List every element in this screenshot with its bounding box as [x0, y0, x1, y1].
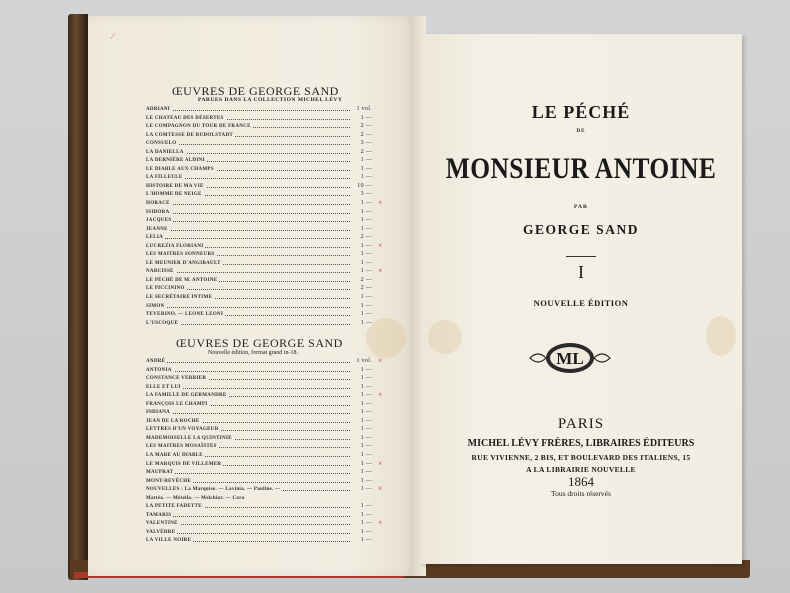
volume-count: 1 — — [360, 319, 372, 326]
work-title: LE PÉCHÉ DE M. ANTOINE — [146, 277, 218, 283]
work-title: MAUPRAT — [146, 470, 174, 476]
work-title: CONSTANCE VERRIER — [146, 376, 207, 382]
volume-count: 1 — — [360, 486, 372, 493]
volume-count: 10 — — [357, 182, 372, 189]
pencil-check-mark: × — [378, 390, 383, 400]
list-item — [146, 252, 376, 261]
work-title: TAMARIS — [146, 512, 172, 518]
list-item — [146, 538, 376, 547]
list-item — [146, 158, 376, 167]
work-title: LA MARE AU DIABLE — [146, 453, 203, 459]
author-name: GEORGE SAND — [523, 222, 639, 237]
publisher-logo — [528, 340, 612, 376]
leader-dots — [146, 230, 350, 231]
work-title: FRANÇOIS LE CHAMPI — [146, 401, 208, 407]
title-de: DE — [576, 129, 586, 134]
list-item — [146, 240, 383, 253]
list-item — [146, 453, 376, 462]
list-item — [146, 278, 376, 287]
volume-count: 1 — — [360, 400, 372, 407]
volume-count: 1 vol. — [356, 358, 372, 364]
title-rule — [566, 256, 596, 257]
volume-count: 1 — — [360, 452, 372, 459]
city: PARIS — [557, 416, 605, 432]
list-item — [146, 368, 376, 377]
leader-dots — [146, 371, 350, 372]
list-item — [146, 321, 376, 330]
volume-count: 1 — — [360, 302, 372, 309]
list-subheading-2: Nouvelle édition, format grand in-18. — [208, 350, 298, 356]
list-item — [146, 133, 376, 142]
work-title: MONT-REVÊCHE — [146, 478, 192, 484]
pencil-mark: ⁄ — [112, 32, 114, 41]
work-title: NARCISSE — [146, 269, 174, 275]
work-title: LA COMTESSE DE RUDOLSTADT — [146, 132, 234, 138]
volume-count: 1 — — [360, 208, 372, 215]
list-item — [146, 218, 376, 227]
work-title: LA VILLE NOIRE — [146, 538, 192, 544]
list-item — [146, 116, 376, 125]
volume-count: 1 — — [360, 174, 372, 181]
par-label: PAR — [574, 204, 588, 210]
publication-year: 1864 — [568, 474, 594, 489]
list-item — [146, 184, 376, 193]
list-item — [146, 261, 376, 270]
list-item — [146, 150, 376, 159]
foxing-spot — [706, 316, 736, 356]
work-title: JACQUES — [146, 218, 172, 224]
work-title: VALVÈDRE — [146, 529, 176, 535]
work-title: LA PETITE FADETTE — [146, 504, 202, 510]
foxing-spot — [428, 320, 462, 354]
work-title: LES MAITRES MOSAÏSTES — [146, 444, 217, 450]
leader-dots — [146, 413, 350, 414]
work-title: JEANNE — [146, 226, 168, 232]
work-title: LELIA — [146, 235, 164, 241]
list-item — [146, 304, 376, 313]
volume-count: 1 — — [360, 157, 372, 164]
library: A LA LIBRAIRIE NOUVELLE — [526, 465, 636, 474]
work-title: MADEMOISELLE LA QUINTINIE — [146, 435, 232, 441]
leader-dots — [146, 110, 350, 111]
work-title: LE MARQUIS DE VILLEMER — [146, 461, 222, 467]
volume-count: 3 — — [360, 191, 372, 198]
list-item — [146, 107, 376, 116]
work-title: ANTONIA — [146, 367, 172, 373]
volume-count: 1 — — [360, 537, 372, 544]
volume-count: 2 — — [360, 234, 372, 241]
works-list-2 — [146, 356, 383, 547]
list-item — [146, 198, 383, 210]
volume-count: 1 — — [360, 443, 372, 450]
leader-dots — [146, 362, 350, 363]
list-item — [146, 175, 376, 184]
leader-dots — [146, 272, 350, 273]
volume-count: 1 — — [360, 217, 372, 224]
edition-label: NOUVELLE ÉDITION — [533, 298, 629, 308]
leader-dots — [146, 213, 350, 214]
work-title: VALENTINE — [146, 521, 178, 527]
work-title: L'USCOQUE — [146, 320, 179, 326]
work-title: HORACE — [146, 201, 170, 207]
list-item — [146, 124, 376, 133]
work-title: LA DERNIÈRE ALDINI — [146, 158, 205, 164]
work-title: L'HOMME DE NEIGE — [146, 192, 202, 198]
volume-count: 1 — — [360, 268, 372, 275]
work-title: INDIANA — [146, 410, 171, 416]
volume-count: 1 — — [360, 251, 372, 258]
volume-count: 2 — — [360, 276, 372, 283]
list-item — [146, 496, 376, 505]
list-item — [146, 167, 376, 176]
list-item — [146, 484, 383, 496]
publisher: MICHEL LÉVY FRÈRES, LIBRAIRES ÉDITEURS — [467, 438, 695, 449]
work-title: HISTOIRE DE MA VIE — [146, 183, 204, 189]
pencil-check-mark: × — [378, 240, 383, 250]
volume-count: 2 — — [360, 131, 372, 138]
volume-count: 1 — — [360, 259, 372, 266]
work-title: CONSUELO — [146, 141, 177, 147]
volume-count: 1 — — [360, 417, 372, 424]
work-title: ANDRÉ — [146, 359, 166, 364]
list-item — [146, 479, 376, 488]
work-title: SIMON — [146, 303, 165, 309]
volume-count: 2 — — [360, 123, 372, 130]
volume-count: 1 — — [360, 294, 372, 301]
pencil-check-mark: × — [378, 518, 383, 528]
work-title: NOUVELLES : La Marquise. — Lavinia. — Pauline. — — [146, 487, 281, 493]
publisher-address: RUE VIVIENNE, 2 BIS, ET BOULEVARD DES ITALIENS, 15 — [471, 453, 691, 462]
list-item — [146, 530, 376, 539]
pencil-check-mark: × — [378, 356, 383, 365]
publisher-logo-monogram: ML — [556, 349, 584, 368]
work-title: LE COMPAGNON DU TOUR DE FRANCE — [146, 124, 251, 130]
volume-count: 1 — — [360, 477, 372, 484]
work-title: LE PICCININO — [146, 286, 185, 292]
pencil-check-mark: × — [378, 484, 383, 494]
pencil-check-mark: × — [378, 458, 383, 468]
volume-count: 2 — — [360, 285, 372, 292]
volume-count: 1 — — [360, 511, 372, 518]
list-item — [146, 470, 376, 479]
list-item — [146, 419, 376, 428]
volume-count: 3 — — [360, 140, 372, 147]
list-item — [146, 504, 376, 513]
list-item — [146, 513, 376, 522]
list-item — [146, 427, 376, 436]
list-item — [146, 227, 376, 236]
list-item — [146, 402, 376, 411]
list-item — [146, 385, 376, 394]
volume-count: 1 — — [360, 165, 372, 172]
list-item — [146, 444, 376, 453]
leader-dots — [146, 473, 350, 474]
list-item — [146, 518, 383, 530]
work-title: LES MAITRES SONNEURS — [146, 252, 215, 258]
volume-count: 1 — — [360, 311, 372, 318]
volume-count: 1 — — [360, 383, 372, 390]
list-item — [146, 410, 376, 419]
work-title: TEVERINO. — LEONE LEONI — [146, 312, 224, 318]
work-title: ADRIANI — [146, 107, 171, 112]
volume-count: 2 — — [360, 148, 372, 155]
work-title: LE DIABLE AUX CHAMPS — [146, 166, 214, 172]
work-title: JEAN DE LA ROCHE — [146, 418, 200, 424]
work-title: ISIDORA — [146, 209, 170, 215]
volume-count: 1 — — [360, 460, 372, 467]
rights-notice: Tous droits réservés — [551, 489, 611, 498]
title-line-2: MONSIEUR ANTOINE — [445, 152, 717, 185]
list-item — [146, 192, 376, 201]
work-title: LETTRES D'UN VOYAGEUR — [146, 427, 219, 433]
title-line-1: LE PÉCHÉ — [531, 102, 631, 122]
leader-dots — [146, 307, 350, 308]
list-item — [146, 312, 376, 321]
volume-count: 1 — — [360, 200, 372, 207]
work-title: LE MEUNIER D'ANGIBAULT — [146, 260, 221, 266]
volume-count: 1 — — [360, 225, 372, 232]
list-item — [146, 141, 376, 150]
volume-count: 1 — — [360, 242, 372, 249]
list-item — [146, 376, 376, 385]
volume-count: 1 — — [360, 426, 372, 433]
list-item — [146, 210, 376, 219]
work-title: Mattéa. — Métella. — Melchior. — Cora — [146, 495, 245, 501]
leader-dots — [146, 221, 350, 222]
volume-count: 1 — — [360, 469, 372, 476]
list-item — [146, 235, 376, 244]
pencil-check-mark: × — [378, 266, 383, 276]
list-item — [146, 356, 383, 368]
list-heading-2: ŒUVRES DE GEORGE SAND — [176, 336, 343, 350]
list-item — [146, 295, 376, 304]
volume-number: I — [578, 262, 584, 282]
volume-count: 1 — — [360, 434, 372, 441]
work-title: LE CHATEAU DES DÉSERTES — [146, 115, 224, 121]
list-item — [146, 286, 376, 295]
leader-dots — [146, 238, 350, 239]
volume-count: 1 — — [360, 375, 372, 382]
work-title: LA DANIELLA — [146, 149, 184, 155]
work-title: LE SECRÉTAIRE INTIME — [146, 295, 213, 301]
volume-count: 1 — — [360, 409, 372, 416]
volume-count: 1 — — [360, 366, 372, 373]
volume-count: 1 — — [360, 520, 372, 527]
list-item — [146, 390, 383, 402]
list-heading-1: ŒUVRES DE GEORGE SAND — [172, 84, 339, 98]
work-title: LA FAMILLE DE GERMANDRE — [146, 393, 227, 399]
work-title: ELLE ET LUI — [146, 384, 181, 390]
book-cover-spine — [68, 14, 88, 580]
leader-dots — [146, 204, 350, 205]
list-item — [146, 458, 383, 471]
list-item — [146, 266, 383, 278]
volume-count: 1 vol. — [356, 106, 372, 112]
leader-dots — [146, 516, 350, 517]
work-title: LA FILLEULE — [146, 175, 183, 181]
pencil-check-mark: × — [378, 198, 383, 208]
volume-count: 1 — — [360, 528, 372, 535]
volume-count: 1 — — [360, 114, 372, 121]
work-title: LUCREZIA FLORIANI — [146, 243, 204, 249]
volume-count: 1 — — [360, 503, 372, 510]
volume-count: 1 — — [360, 392, 372, 399]
list-subheading-1: PARUES DANS LA COLLECTION MICHEL LÉVY — [198, 97, 343, 103]
works-list-1 — [146, 106, 383, 329]
